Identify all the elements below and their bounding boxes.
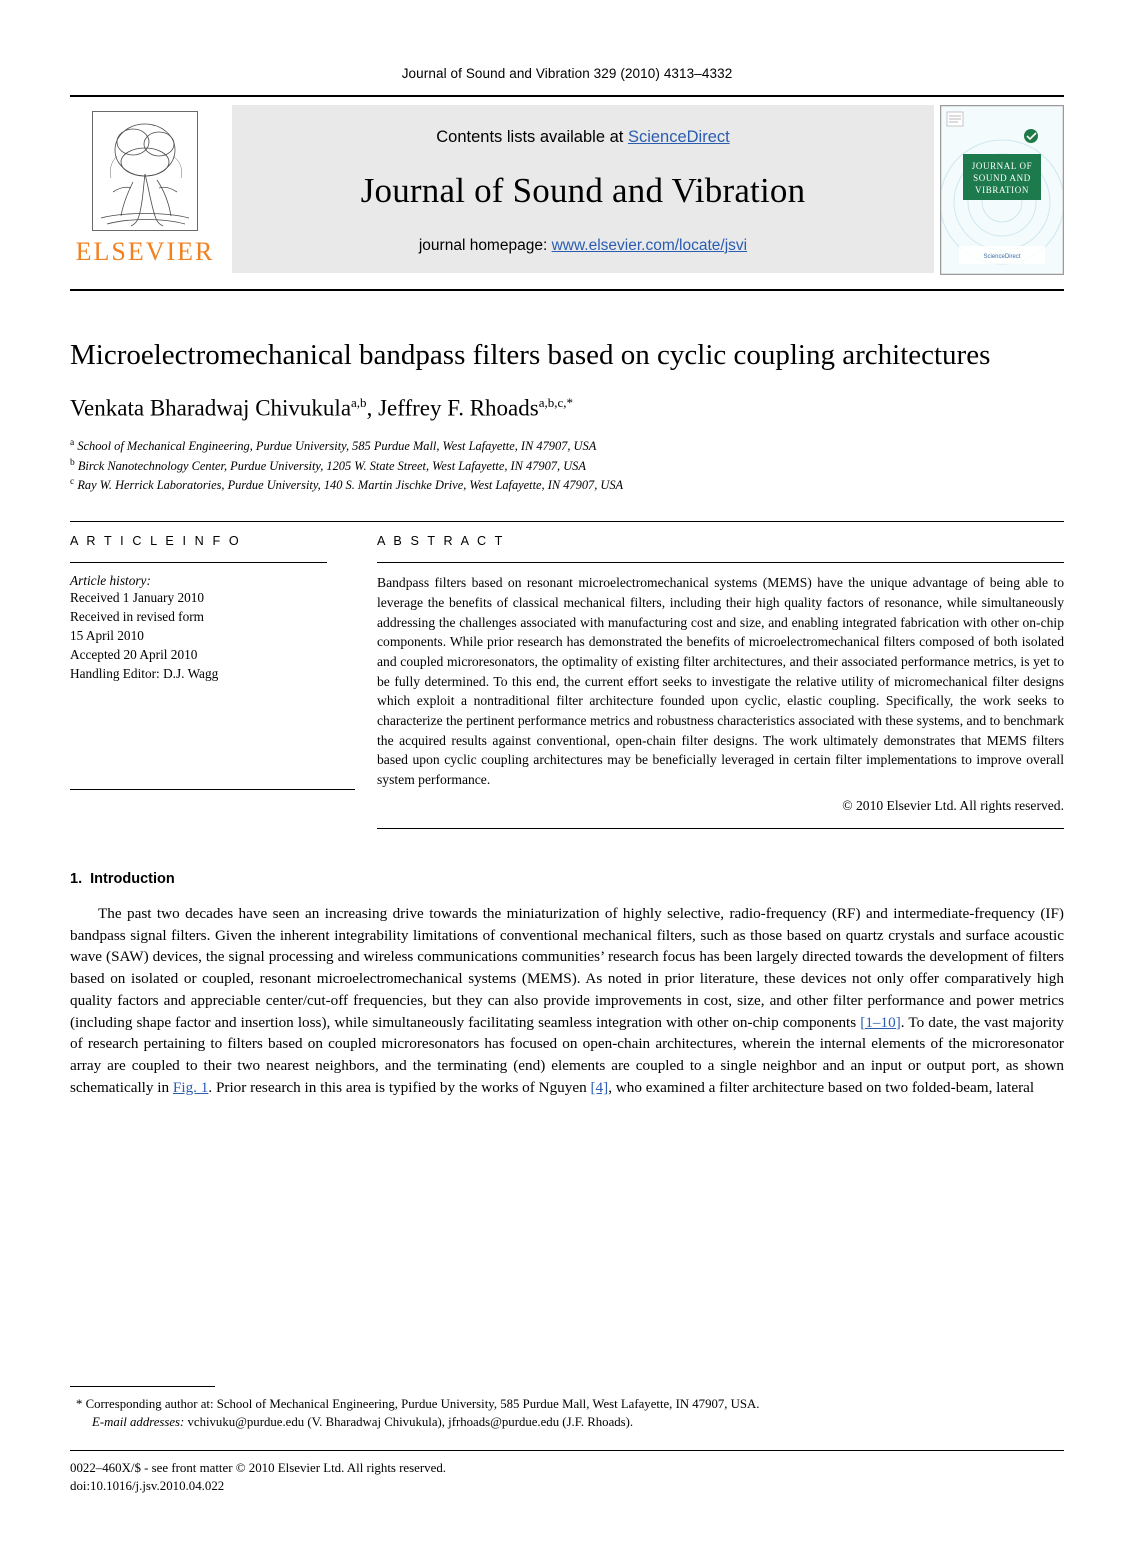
homepage-prefix: journal homepage: <box>418 236 552 254</box>
journal-masthead <box>70 95 1064 291</box>
abstract-column <box>355 534 1064 829</box>
article-info-column <box>70 534 355 829</box>
paragraph-part-2: . To date, the vast majority of research pertaining to filters based on coupled microresonators has focused on open-chain architectures, wherein the internal elements of the microresonator array are coupled to their two nearest neighbors, and the terminating (end) elements are coupled to a single neighbor and an input or output port, as shown schematically in <box>70 1013 1065 1096</box>
affiliation-marker: a <box>70 437 75 448</box>
info-abstract-block <box>70 521 1064 829</box>
section-number: 1. <box>70 870 83 887</box>
divider <box>377 828 1064 829</box>
article-history-label: Article history: <box>70 573 151 589</box>
svg-text:JOURNAL OF: JOURNAL OF <box>971 161 1033 171</box>
affiliation-text: School of Mechanical Engineering, Purdue University, 585 Purdue Mall, West Lafayette, IN 47907, USA <box>77 439 597 454</box>
affiliation-item <box>70 475 1064 495</box>
email-label: E-mail addresses: <box>92 1415 185 1430</box>
history-item: Received in revised form <box>70 608 205 624</box>
svg-text:ScienceDirect: ScienceDirect <box>983 254 1021 260</box>
paragraph-part-3: . Prior research in this area is typified by the works of Nguyen <box>208 1078 591 1096</box>
abstract-heading: A B S T R A C T <box>377 534 505 549</box>
elsevier-wordmark: ELSEVIER <box>75 237 215 266</box>
affiliation-marker: b <box>70 457 75 468</box>
paragraph-part-1: The past two decades have seen an increasing drive towards the miniaturization of highly selective, radio-frequency (RF) and intermediate-frequency (IF) bandpass signal filters. Given the inherent integrability limitations of conventional mechanical filters, such as those based on quartz crystals and surface acoustic wave (SAW) devices, the signal processing and wireless communications communities’ research focus has been largely directed towards the development of filters based on isolated or coupled, resonant microelectromechanical systems (MEMS). As noted in prior literature, these devices not only offer comparatively high quality factors and appreciable center/cut-off frequencies, but they can also provide improvements in cost, size, and other filter performance and power metrics (including shape factor and insertion loss), while simultaneously facilitating seamless integration with other on-chip components <box>70 904 1064 1031</box>
history-item: Accepted 20 April 2010 <box>70 646 198 662</box>
introduction-paragraph <box>70 903 1064 1099</box>
running-head: Journal of Sound and Vibration 329 (2010) 4313–4332 <box>401 66 733 81</box>
issn-doi-block <box>70 1450 1064 1496</box>
affiliation-text: Birck Nanotechnology Center, Purdue University, 1205 W. State Street, West Lafayette, IN 47907, USA <box>77 458 586 473</box>
history-item: Handling Editor: D.J. Wagg <box>70 665 219 681</box>
figure-link-fig1[interactable]: Fig. 1 <box>172 1078 209 1096</box>
author-1: Venkata Bharadwaj Chivukula <box>70 395 352 421</box>
author-list <box>70 395 1064 422</box>
reference-link-1-10[interactable]: [1–10] <box>860 1013 901 1031</box>
issn-line: 0022–460X/$ - see front matter © 2010 Elsevier Ltd. All rights reserved. <box>70 1460 447 1475</box>
article-info-heading: A R T I C L E I N F O <box>70 534 242 549</box>
author-2-affiliation-marks: a,b,c,* <box>538 395 573 411</box>
paragraph-part-4: , who examined a filter architecture based on two folded-beam, lateral <box>608 1078 1035 1096</box>
contents-prefix: Contents lists available at <box>436 127 628 146</box>
divider <box>70 562 327 563</box>
footnote-divider <box>70 1386 215 1387</box>
divider <box>70 789 355 790</box>
email-note <box>92 1413 1064 1432</box>
affiliation-list <box>70 436 1064 495</box>
page-title: Microelectromechanical bandpass filters based on cyclic coupling architectures <box>70 339 991 371</box>
section-title-text: Introduction <box>90 870 175 887</box>
affiliation-marker: c <box>70 477 75 488</box>
journal-homepage-link[interactable]: www.elsevier.com/locate/jsvi <box>551 236 748 254</box>
elsevier-tree-emblem <box>92 111 198 231</box>
reference-link-4[interactable]: [4] <box>590 1078 609 1096</box>
contents-available-line <box>436 128 729 147</box>
journal-homepage-line <box>419 237 747 255</box>
tree-illustration-icon <box>93 112 197 230</box>
journal-title: Journal of Sound and Vibration <box>360 170 806 210</box>
section-heading-introduction <box>70 871 1064 887</box>
affiliation-text: Ray W. Herrick Laboratories, Purdue University, 140 S. Martin Jischke Drive, West Lafayette, IN 47907, USA <box>77 478 624 493</box>
corresponding-author-note: * Corresponding author at: School of Mechanical Engineering, Purdue University, 585 Purdue Mall, West Lafayette, IN 47907, USA. <box>76 1396 760 1411</box>
journal-cover-thumbnail <box>940 105 1064 275</box>
elsevier-logo <box>70 105 220 281</box>
affiliation-item <box>70 456 1064 476</box>
footnote-block <box>70 1386 1064 1497</box>
abstract-text: Bandpass filters based on resonant microelectromechanical systems (MEMS) have the unique advantage of being able to leverage the benefits of classical mechanical filters, including their high quality factors of resonance, while simultaneously addressing the challenges associated with manufacturing cost and size, and enabling integrated fabrication with other on-chip components. While prior research has demonstrated the benefits of microelectromechanical filters composed of both isolated and coupled microresonators, the optimality of existing filter architectures, and their associated performance metrics, is yet to be fully determined. To this end, the current effort seeks to investigate the relative utility of micromechanical filter designs which exploit a nontraditional filter architecture founded upon cyclic, elastic coupling. Specifically, the work seeks to characterize the pertinent performance metrics and robustness characteristics associated with these systems, and to benchmark the acquired results against conventional, open-chain filter designs. The work ultimately demonstrates that MEMS filters based upon cyclic coupling architectures may be beneficially leveraged in certain filter implementations to improve overall system performance. <box>377 575 1064 788</box>
email-addresses: vchivuku@purdue.edu (V. Bharadwaj Chivukula), jfrhoads@purdue.edu (J.F. Rhoads). <box>184 1415 634 1430</box>
history-item: 15 April 2010 <box>70 627 144 643</box>
svg-text:SOUND AND: SOUND AND <box>973 173 1031 183</box>
sciencedirect-link[interactable]: ScienceDirect <box>627 127 730 146</box>
cover-artwork-icon <box>941 106 1063 274</box>
divider <box>377 562 1064 563</box>
affiliation-item <box>70 436 1064 456</box>
history-item: Received 1 January 2010 <box>70 590 205 606</box>
author-1-affiliation-marks: a,b <box>351 395 367 411</box>
article-history-list <box>70 589 327 683</box>
author-2: , Jeffrey F. Rhoads <box>366 395 539 421</box>
masthead-center <box>232 105 934 273</box>
svg-text:VIBRATION: VIBRATION <box>975 185 1029 195</box>
abstract-copyright: © 2010 Elsevier Ltd. All rights reserved. <box>842 797 1064 813</box>
doi-line: doi:10.1016/j.jsv.2010.04.022 <box>70 1479 225 1494</box>
